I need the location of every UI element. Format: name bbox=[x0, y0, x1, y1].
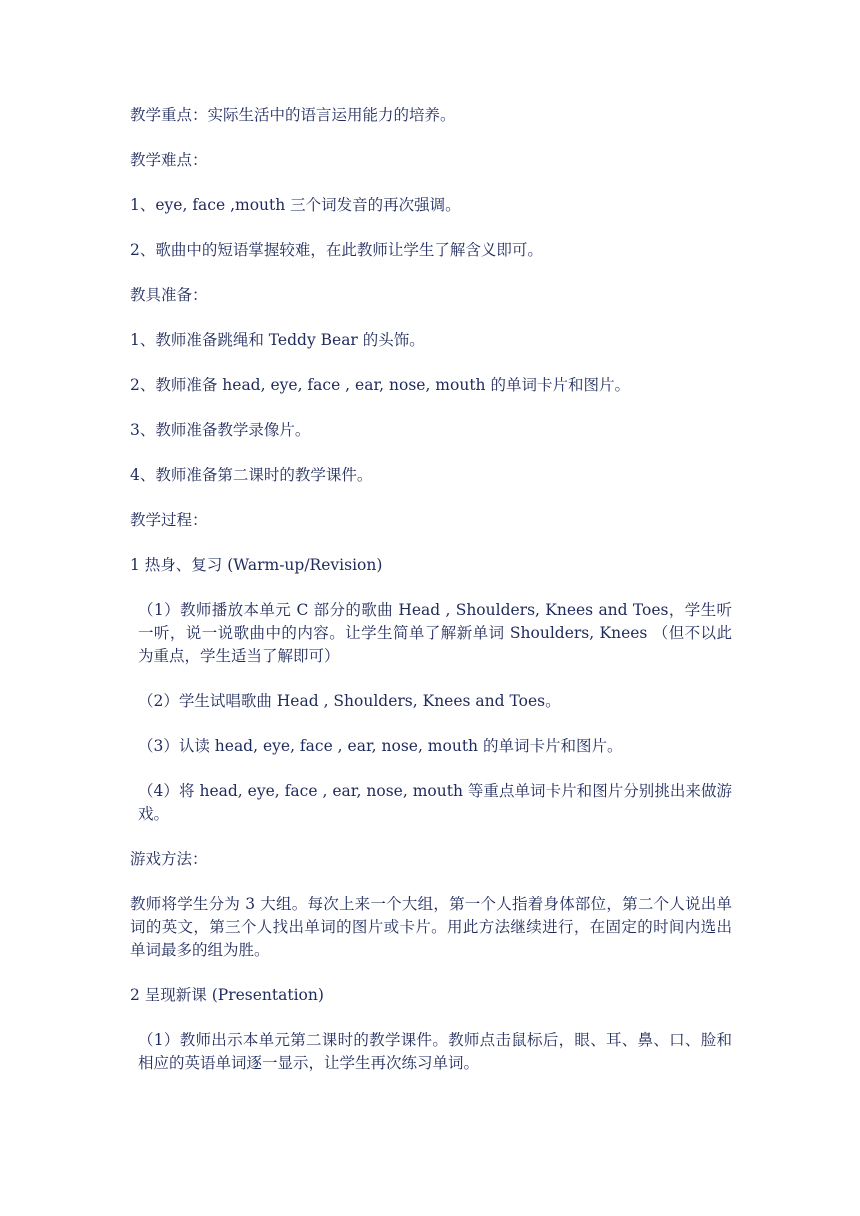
materials-item-1: 1、教师准备跳绳和 Teddy Bear 的头饰。 bbox=[130, 331, 425, 349]
process-heading: 教学过程： bbox=[130, 511, 208, 529]
warmup-heading: 1 热身、复习 (Warm-up/Revision) bbox=[130, 556, 383, 574]
warmup-step-2: （2）学生试唱歌曲 Head , Shoulders, Knees and Toes。 bbox=[138, 692, 561, 710]
materials-heading: 教具准备： bbox=[130, 286, 208, 304]
game-method-heading: 游戏方法： bbox=[130, 850, 208, 868]
document-body bbox=[130, 104, 732, 1097]
presentation-step-1: （1）教师出示本单元第二课时的教学课件。教师点击鼠标后，眼、耳、鼻、口、脸和相应的英语单词逐一显示，让学生再次练习单词。 bbox=[138, 1031, 732, 1072]
materials-item-3: 3、教师准备教学录像片。 bbox=[130, 421, 311, 439]
difficulty-item-2: 2、歌曲中的短语掌握较难，在此教师让学生了解含义即可。 bbox=[130, 241, 543, 259]
presentation-heading: 2 呈现新课 (Presentation) bbox=[130, 986, 324, 1004]
warmup-step-1: （1）教师播放本单元 C 部分的歌曲 Head , Shoulders, Knees and Toes，学生听一听，说一说歌曲中的内容。让学生简单了解新单词 Shoulders, Knees （但不以此为重点，学生适当了解即可） bbox=[138, 601, 732, 665]
warmup-step-3: （3）认读 head, eye, face , ear, nose, mouth 的单词卡片和图片。 bbox=[138, 737, 623, 755]
game-method-description: 教师将学生分为 3 大组。每次上来一个大组，第一个人指着身体部位，第二个人说出单词的英文，第三个人找出单词的图片或卡片。用此方法继续进行，在固定的时间内选出单词最多的组为胜。 bbox=[130, 895, 732, 959]
difficulty-item-1: 1、eye, face ,mouth 三个词发音的再次强调。 bbox=[130, 196, 461, 214]
warmup-step-4: （4）将 head, eye, face , ear, nose, mouth 等重点单词卡片和图片分别挑出来做游戏。 bbox=[138, 782, 732, 823]
materials-item-4: 4、教师准备第二课时的教学课件。 bbox=[130, 466, 373, 484]
teaching-difficulty-heading: 教学难点： bbox=[130, 151, 208, 169]
teaching-focus-line: 教学重点：实际生活中的语言运用能力的培养。 bbox=[130, 106, 456, 124]
materials-item-2: 2、教师准备 head, eye, face , ear, nose, mouth 的单词卡片和图片。 bbox=[130, 376, 630, 394]
